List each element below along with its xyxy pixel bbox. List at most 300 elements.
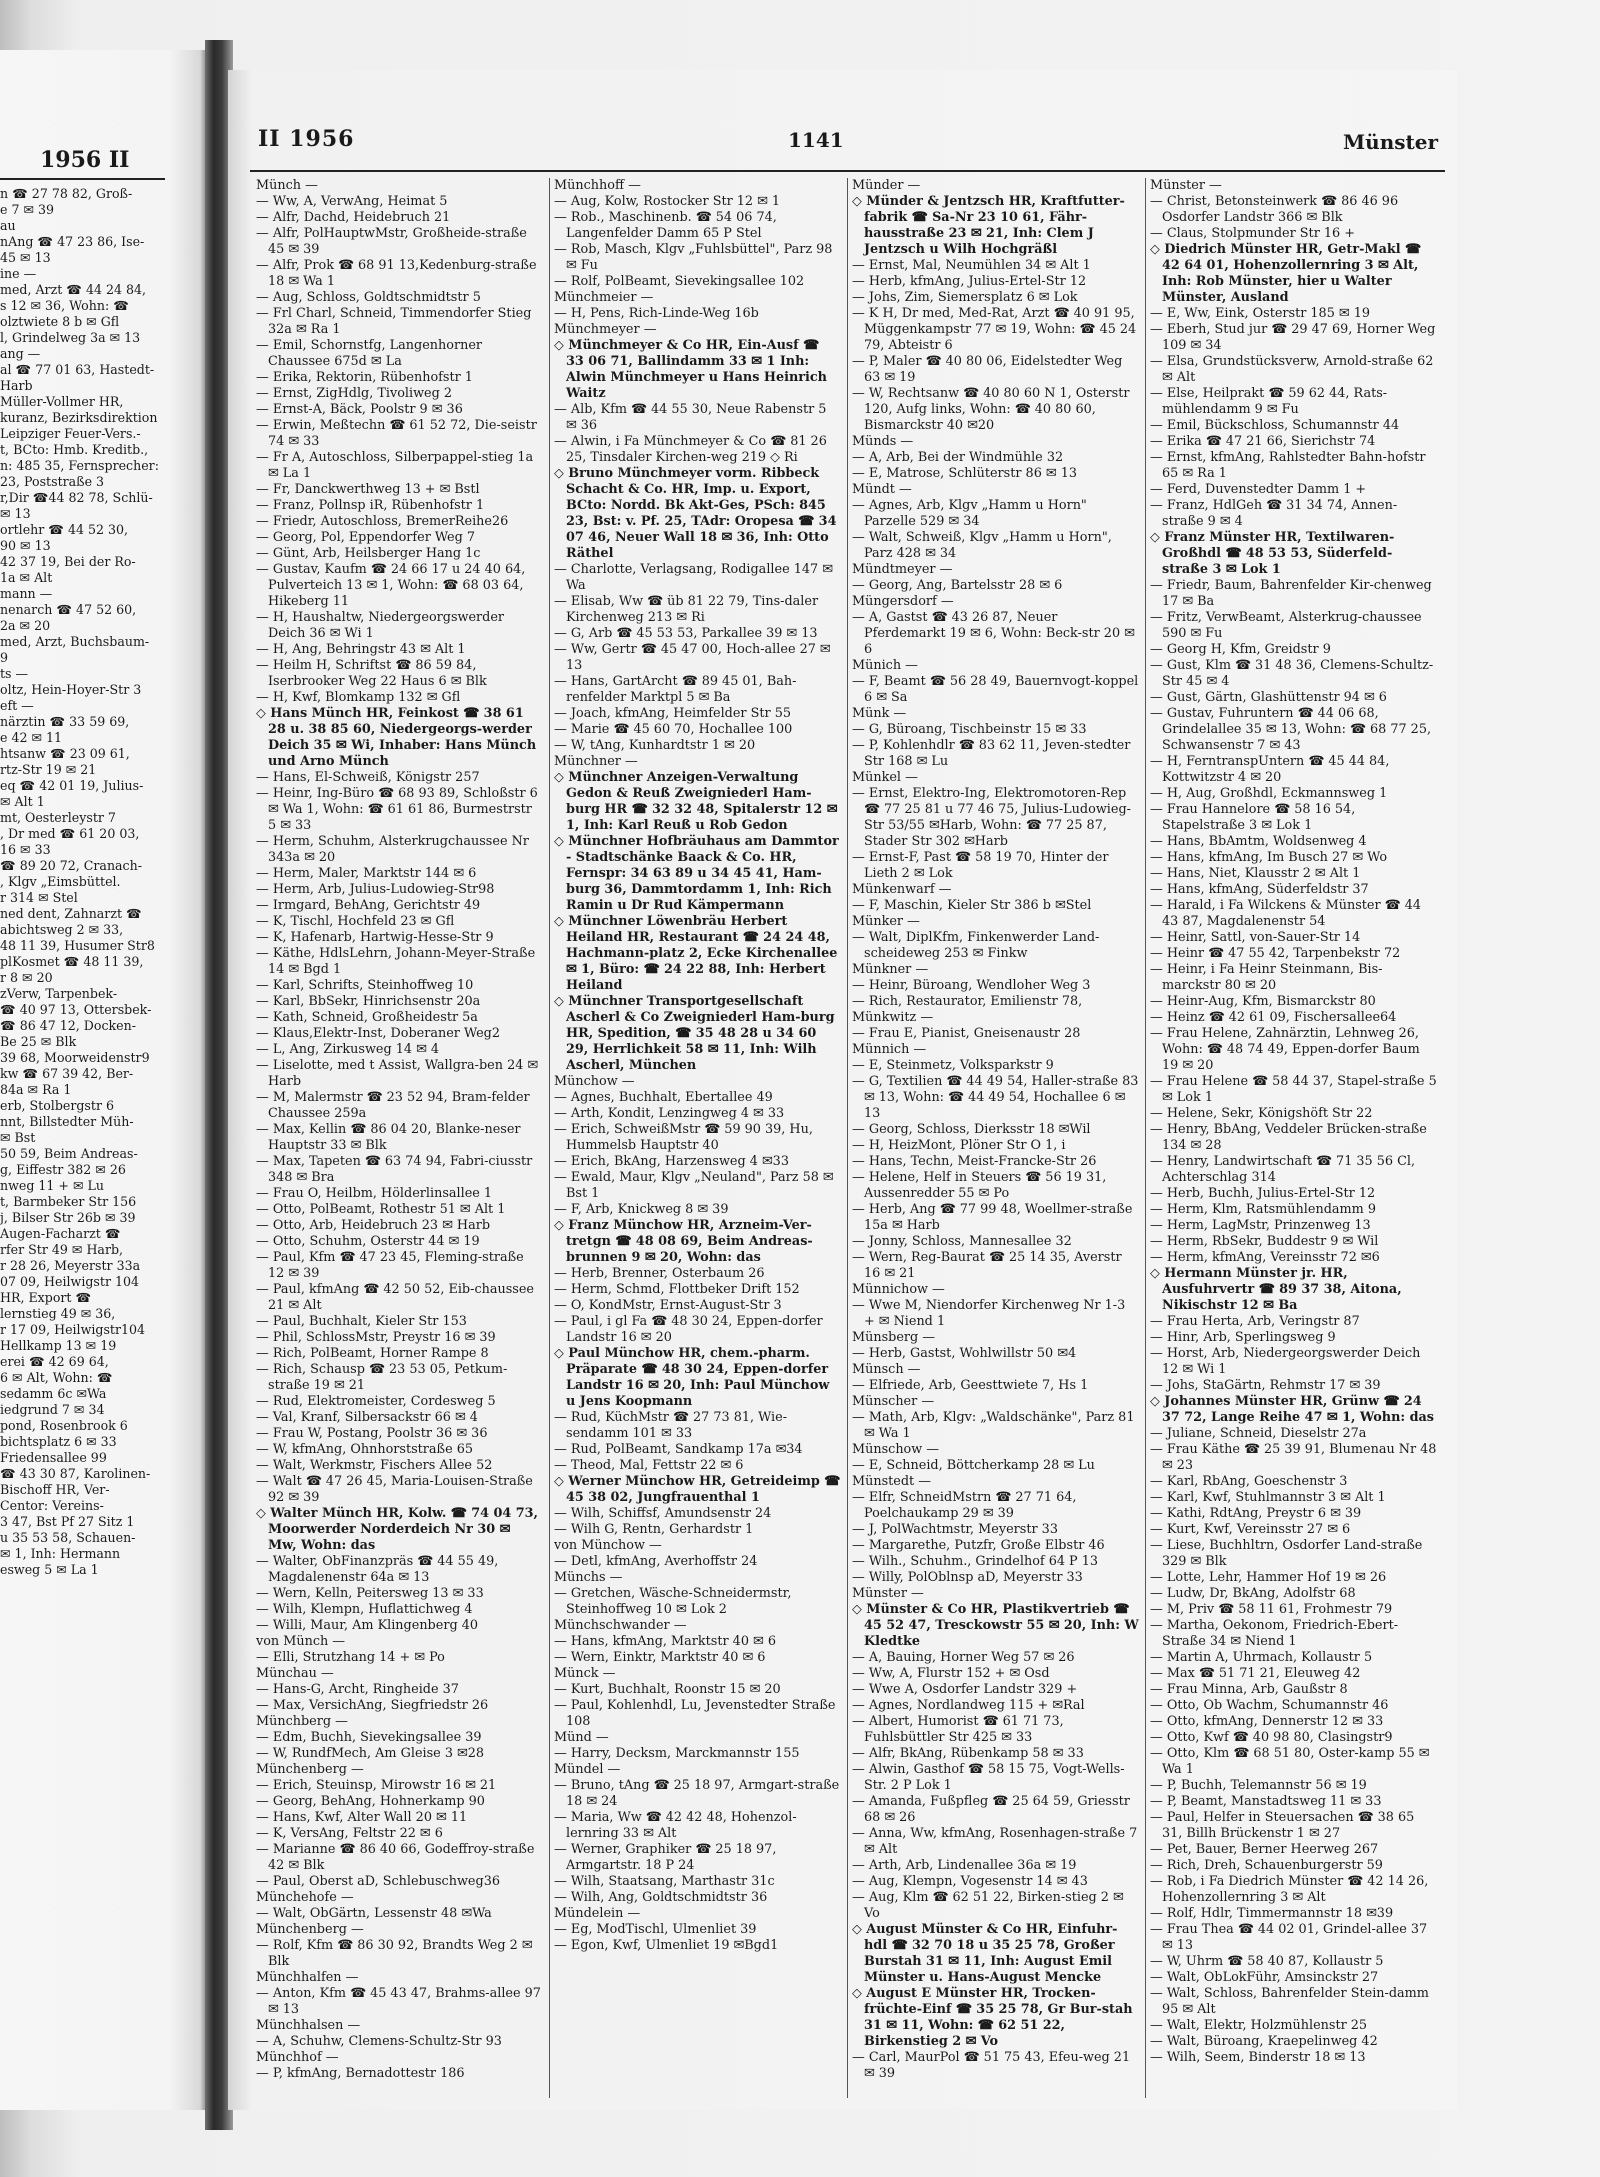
directory-entry: ◇ Münchner Hofbräuhaus am Dammtor - Stadtschänke Baack & Co. HR, Fernspr: 34 63 89 u 34 45 41, Ham-burg 36, Dammtordamm 1, Inh: Rich Ramin u Dr Rud Kämpermann <box>554 834 839 913</box>
directory-entry: — Erika, Rektorin, Rübenhofstr 1 <box>256 370 473 385</box>
directory-entry: — Martha, Oekonom, Friedrich-Ebert-Straße 34 ✉ Niend 1 <box>1150 1618 1399 1649</box>
directory-entry: — O, KondMstr, Ernst-August-Str 3 <box>554 1298 782 1313</box>
left-page-line: rfer Str 49 ✉ Harb, <box>0 1242 124 1257</box>
directory-entry: Münkwitz — <box>852 1010 934 1025</box>
directory-entry: Münk — <box>852 706 907 721</box>
directory-entry: — Eg, ModTischl, Ulmenliet 39 <box>554 1922 757 1937</box>
directory-entry: Münd — <box>554 1730 609 1745</box>
directory-entry: — Heinr ☎ 47 55 42, Tarpenbekstr 72 <box>1150 946 1401 961</box>
left-page-line: Leipziger Feuer-Vers.- <box>0 426 141 441</box>
directory-entry: — Herm, Maler, Marktstr 144 ✉ 6 <box>256 866 477 881</box>
left-page-line: r 314 ✉ Stel <box>0 890 78 905</box>
directory-entry: — Eberh, Stud jur ☎ 29 47 69, Horner Weg 109 ✉ 34 <box>1150 322 1436 353</box>
left-page-line: kuranz, Bezirksdirektion <box>0 410 158 425</box>
directory-entry: — Otto, Ob Wachm, Schumannstr 46 <box>1150 1698 1389 1713</box>
left-page-line: Augen-Facharzt ☎ <box>0 1226 121 1241</box>
directory-entry: Münchschwander — <box>554 1618 687 1633</box>
directory-entry: — Harald, i Fa Wilckens & Münster ☎ 44 43 87, Magdalenenstr 54 <box>1150 898 1421 929</box>
directory-entry: — Herm, kfmAng, Vereinsstr 72 ✉6 <box>1150 1250 1380 1265</box>
directory-entry: — Elisab, Ww ☎ üb 81 22 79, Tins-daler Kirchenweg 213 ✉ Ri <box>554 594 819 625</box>
directory-entry: — Max, Kellin ☎ 86 04 20, Blanke-neser Hauptstr 33 ✉ Blk <box>256 1122 521 1153</box>
left-page-line: j, Bilser Str 26b ✉ 39 <box>0 1210 136 1225</box>
directory-entry: — Helene, Helf in Steuers ☎ 56 19 31, Aussenredder 55 ✉ Po <box>852 1170 1107 1201</box>
directory-entry: — Max ☎ 51 71 21, Eleuweg 42 <box>1150 1666 1361 1681</box>
directory-entry: — Frau Hannelore ☎ 58 16 54, Stapelstraße 3 ✉ Lok 1 <box>1150 802 1356 833</box>
left-page-line: 16 ✉ 33 <box>0 842 51 857</box>
directory-entry: — Herb, Ang ☎ 77 99 48, Woellmer-straße 15a ✉ Harb <box>852 1202 1133 1233</box>
directory-entry: Münker — <box>852 914 920 929</box>
directory-entry: — Hans, Techn, Meist-Francke-Str 26 <box>852 1154 1097 1169</box>
left-page-line: 42 37 19, Bei der Ro- <box>0 554 136 569</box>
directory-entry: — Henry, BbAng, Veddeler Brücken-straße 134 ✉ 28 <box>1150 1122 1427 1153</box>
directory-entry: — Franz, Pollnsp iR, Rübenhofstr 1 <box>256 498 485 513</box>
directory-entry: — Harry, Decksm, Marckmannstr 155 <box>554 1746 800 1761</box>
directory-entry: — Herm, LagMstr, Prinzenweg 13 <box>1150 1218 1371 1233</box>
directory-entry: — Rud, KüchMstr ☎ 27 73 81, Wie-sendamm 101 ✉ 33 <box>554 1410 788 1441</box>
directory-entry: — Herm, Klm, Ratsmühlendamm 9 <box>1150 1202 1377 1217</box>
directory-entry: — Aug, Klm ☎ 62 51 22, Birken-stieg 2 ✉ Vo <box>852 1890 1124 1921</box>
left-page-line: kw ☎ 67 39 42, Ber- <box>0 1066 134 1081</box>
left-page-line: ☎ 89 20 72, Cranach- <box>0 858 142 873</box>
directory-entry: — Erika ☎ 47 21 66, Sierichstr 74 <box>1150 434 1376 449</box>
left-page-line: Bischoff HR, Ver- <box>0 1482 110 1497</box>
left-page-line: nweg 11 + ✉ Lu <box>0 1178 105 1193</box>
directory-entry: — Rud, Elektromeister, Cordesweg 5 <box>256 1394 496 1409</box>
directory-entry: — Emil, Bückschloss, Schumannstr 44 <box>1150 418 1400 433</box>
left-page-line: 07 09, Heilwigstr 104 <box>0 1274 140 1289</box>
directory-entry: — Martin A, Uhrmach, Kollaustr 5 <box>1150 1650 1373 1665</box>
left-page-line: ortlehr ☎ 44 52 30, <box>0 522 129 537</box>
directory-entry: — Friedr, Baum, Bahrenfelder Kir-chenweg 17 ✉ Ba <box>1150 578 1432 609</box>
left-page-line: mann — <box>0 586 53 601</box>
directory-entry: — Hans, Niet, Klausstr 2 ✉ Alt 1 <box>1150 866 1361 881</box>
directory-entry: — P, Maler ☎ 40 80 06, Eidelstedter Weg 63 ✉ 19 <box>852 354 1123 385</box>
directory-entry: — Ewald, Maur, Klgv „Neuland", Parz 58 ✉ Bst 1 <box>554 1170 834 1201</box>
left-page-line: 39 68, Moorweidenstr9 <box>0 1050 150 1065</box>
directory-entry: ◇ Johannes Münster HR, Grünw ☎ 24 37 72, Lange Reihe 47 ✉ 1, Wohn: das <box>1150 1394 1435 1425</box>
directory-entry: — Elli, Strutzhang 14 + ✉ Po <box>256 1650 445 1665</box>
left-page-line: 90 ✉ 13 <box>0 538 51 553</box>
directory-entry: — H, HeizMont, Plöner Str O 1, i <box>852 1138 1066 1153</box>
left-page-line: 45 ✉ 13 <box>0 250 51 265</box>
directory-entry: — P, Beamt, Manstadtsweg 11 ✉ 33 <box>1150 1794 1382 1809</box>
directory-entry: — Maria, Ww ☎ 42 42 48, Hohenzol-lernring 33 ✉ Alt <box>554 1810 797 1841</box>
directory-entry: — Joach, kfmAng, Heimfelder Str 55 <box>554 706 791 721</box>
directory-entry: — Herb, Brenner, Osterbaum 26 <box>554 1266 765 1281</box>
directory-entry: — Heinz ☎ 42 61 09, Fischersallee64 <box>1150 1010 1397 1025</box>
directory-entry: — Ernst, kfmAng, Rahlstedter Bahn-hofstr 65 ✉ Ra 1 <box>1150 450 1426 481</box>
directory-entry: — Henry, Landwirtschaft ☎ 71 35 56 Cl, Achterschlag 314 <box>1150 1154 1416 1185</box>
left-page-line: ts — <box>0 666 29 681</box>
directory-entry: — Egon, Kwf, Ulmenliet 19 ✉Bgd1 <box>554 1938 779 1953</box>
directory-entry: — Gust, Klm ☎ 31 48 36, Clemens-Schultz-Str 45 ✉ 4 <box>1150 658 1434 689</box>
directory-entry: — Günt, Arb, Heilsberger Hang 1c <box>256 546 481 561</box>
directory-entry: — Juliane, Schneid, Dieselstr 27a <box>1150 1426 1367 1441</box>
left-page-line: s 12 ✉ 36, Wohn: ☎ <box>0 298 129 313</box>
directory-entry: — Helene, Sekr, Königshöft Str 22 <box>1150 1106 1373 1121</box>
directory-entry: — Aug, Kolw, Rostocker Str 12 ✉ 1 <box>554 194 781 209</box>
right-page <box>228 70 1458 2110</box>
directory-entry: Münchhalsen — <box>256 2018 361 2033</box>
left-page-line: ✉ Bst <box>0 1130 36 1145</box>
directory-entry: Münschow — <box>852 1442 940 1457</box>
directory-entry: — G, Büroang, Tischbeinstr 15 ✉ 33 <box>852 722 1087 737</box>
left-page-line: 23, Poststraße 3 <box>0 474 105 489</box>
left-page-line: Harb <box>0 378 33 393</box>
left-page-line: ☎ 43 30 87, Karolinen- <box>0 1466 151 1481</box>
directory-entry: — F, Maschin, Kieler Str 386 b ✉Stel <box>852 898 1092 913</box>
directory-entry: — Christ, Betonsteinwerk ☎ 86 46 96 Osdorfer Landstr 366 ✉ Blk <box>1150 194 1399 225</box>
directory-entry: — Georg H, Kfm, Greidstr 9 <box>1150 642 1331 657</box>
directory-entry: — H, FerntranspUntern ☎ 45 44 84, Kottwitzstr 4 ✉ 20 <box>1150 754 1390 785</box>
directory-entry: — Walt, Elektr, Holzmühlenstr 25 <box>1150 2018 1368 2033</box>
directory-entry: Münsberg — <box>852 1330 936 1345</box>
directory-entry: — Walt, Schweiß, Klgv „Hamm u Horn", Parz 428 ✉ 34 <box>852 530 1112 561</box>
directory-entry: — Karl, BbSekr, Hinrichsenstr 20a <box>256 994 481 1009</box>
directory-entry: — Anton, Kfm ☎ 45 43 47, Brahms-allee 97 ✉ 13 <box>256 1986 541 2017</box>
directory-entry: — Walt, ObLokFühr, Amsinckstr 27 <box>1150 1970 1379 1985</box>
directory-entry: Münchenberg — <box>256 1762 364 1777</box>
directory-entry: — Ludw, Dr, BkAng, Adolfstr 68 <box>1150 1586 1356 1601</box>
directory-entry: — Georg, Pol, Eppendorfer Weg 7 <box>256 530 475 545</box>
directory-entry: — Detl, kfmAng, Averhoffstr 24 <box>554 1554 758 1569</box>
left-page-line: 84a ✉ Ra 1 <box>0 1082 72 1097</box>
left-page-line: ☎ 86 47 12, Docken- <box>0 1018 136 1033</box>
left-page-line: u 35 53 58, Schauen- <box>0 1530 136 1545</box>
directory-entry: Münds — <box>852 434 914 449</box>
directory-entry: — Hinr, Arb, Sperlingsweg 9 <box>1150 1330 1336 1345</box>
left-page-line: 48 11 39, Husumer Str8 <box>0 938 155 953</box>
left-page-line: 50 59, Beim Andreas- <box>0 1146 138 1161</box>
directory-entry: Münster — <box>1150 178 1222 193</box>
directory-entry: — A, Schuhw, Clemens-Schultz-Str 93 <box>256 2034 502 2049</box>
directory-entry: — Aug, Schloss, Goldtschmidtstr 5 <box>256 290 481 305</box>
directory-entry: — Walt, ObGärtn, Lessenstr 48 ✉Wa <box>256 1906 492 1921</box>
directory-entry: Münkel — <box>852 770 918 785</box>
directory-entry: Münstedt — <box>852 1474 932 1489</box>
directory-entry: — Hans, BbAmtm, Woldsenweg 4 <box>1150 834 1367 849</box>
directory-entry: Münch — <box>256 178 318 193</box>
directory-entry: — Kathi, RdtAng, Preystr 6 ✉ 39 <box>1150 1506 1362 1521</box>
directory-columns <box>252 178 1447 2098</box>
directory-entry: — Rolf, Hdlr, Timmermannstr 18 ✉39 <box>1150 1906 1394 1921</box>
directory-entry: — P, kfmAng, Bernadottestr 186 <box>256 2066 465 2081</box>
directory-entry: — W, RundfMech, Am Gleise 3 ✉28 <box>256 1746 485 1761</box>
header-rule <box>250 170 1445 172</box>
directory-entry: — G, Textilien ☎ 44 49 54, Haller-straße 83 ✉ 13, Wohn: ☎ 44 49 54, Hochallee 6 ✉ 13 <box>852 1074 1139 1121</box>
directory-entry: Münster — <box>852 1586 924 1601</box>
directory-entry: — J, PolWachtmstr, Meyerstr 33 <box>852 1522 1058 1537</box>
directory-entry: — Frau Helene ☎ 58 44 37, Stapel-straße 5 ✉ Lok 1 <box>1150 1074 1437 1105</box>
directory-entry: ◇ Werner Münchow HR, Getreideimp ☎ 45 38 02, Jungfrauenthal 1 <box>554 1474 841 1505</box>
left-page-line: Hellkamp 13 ✉ 19 <box>0 1338 117 1353</box>
directory-entry: — Emil, Schornstfg, Langenhorner Chaussee 675d ✉ La <box>256 338 483 369</box>
directory-entry: Münnichow — <box>852 1282 945 1297</box>
directory-entry: — Amanda, Fußpfleg ☎ 25 64 59, Griesstr 68 ✉ 26 <box>852 1794 1130 1825</box>
directory-entry: — Ernst, Mal, Neumühlen 34 ✉ Alt 1 <box>852 258 1091 273</box>
left-page-line: r 17 09, Heilwigstr104 <box>0 1322 146 1337</box>
left-page-line: l, Grindelweg 3a ✉ 13 <box>0 330 141 345</box>
left-page-line: lernstieg 49 ✉ 36, <box>0 1306 116 1321</box>
directory-entry: — K, Tischl, Hochfeld 23 ✉ Gfl <box>256 914 455 929</box>
directory-entry: — Rich, Schausp ☎ 23 53 05, Petkum-straße 19 ✉ 21 <box>256 1362 508 1393</box>
directory-entry: — Rud, PolBeamt, Sandkamp 17a ✉34 <box>554 1442 803 1457</box>
left-page-line: t, BCto: Hmb. Kreditb., <box>0 442 149 457</box>
directory-entry: ◇ Paul Münchow HR, chem.-pharm. Präparate ☎ 48 30 24, Eppen-dorfer Landstr 16 ✉ 20, Inh: Paul Münchow u Jens Koopmann <box>554 1346 830 1409</box>
directory-entry: — Ww, A, Flurstr 152 + ✉ Osd <box>852 1666 1050 1681</box>
directory-entry: — Otto, Schuhm, Osterstr 44 ✉ 19 <box>256 1234 480 1249</box>
directory-entry: Münchmeier — <box>554 290 654 305</box>
directory-entry: — H, Kwf, Blomkamp 132 ✉ Gfl <box>256 690 461 705</box>
directory-entry: — Käthe, HdlsLehrn, Johann-Meyer-Straße 14 ✉ Bgd 1 <box>256 946 536 977</box>
directory-entry: — Herb, kfmAng, Julius-Ertel-Str 12 <box>852 274 1087 289</box>
directory-entry: Münchau — <box>256 1666 334 1681</box>
left-page-line: sedamm 6c ✉Wa <box>0 1386 107 1401</box>
directory-entry: — Kurt, Buchhalt, Roonstr 15 ✉ 20 <box>554 1682 781 1697</box>
directory-entry: — Bruno, tAng ☎ 25 18 97, Armgart-straße 18 ✉ 24 <box>554 1778 840 1809</box>
directory-entry: — Alfr, BkAng, Rübenkamp 58 ✉ 33 <box>852 1746 1084 1761</box>
directory-entry: — Paul, i gl Fa ☎ 48 30 24, Eppen-dorfer Landstr 16 ✉ 20 <box>554 1314 823 1345</box>
directory-column-4 <box>1146 178 1444 2098</box>
directory-entry: — Frau Käthe ☎ 25 39 91, Blumenau Nr 48 ✉ 23 <box>1150 1442 1437 1473</box>
directory-entry: — Ww, Gertr ☎ 45 47 00, Hoch-allee 27 ✉ 13 <box>554 642 831 673</box>
directory-entry: — Herm, Arb, Julius-Ludowieg-Str98 <box>256 882 495 897</box>
directory-entry: — Agnes, Buchhalt, Ebertallee 49 <box>554 1090 773 1105</box>
directory-entry: ◇ Münchner Löwenbräu Herbert Heiland HR, Restaurant ☎ 24 24 48, Hachmann-platz 2, Ecke Kirchenallee ✉ 1, Büro: ☎ 24 22 88, Inh: Herbert Heiland <box>554 914 838 993</box>
left-page <box>0 50 205 2110</box>
directory-entry: ◇ Hans Münch HR, Feinkost ☎ 38 61 28 u. 38 85 60, Niedergeorgs-werder Deich 35 ✉ Wi, Inhaber: Hans Münch und Arno Münch <box>256 706 537 769</box>
directory-entry: Münich — <box>852 658 918 673</box>
directory-entry: ◇ Diedrich Münster HR, Getr-Makl ☎ 42 64 01, Hohenzollernring 3 ✉ Alt, Inh: Rob Münster, hier u Walter Münster, Ausland <box>1150 242 1421 305</box>
directory-entry: — Herm, Schmd, Flottbeker Drift 152 <box>554 1282 800 1297</box>
left-page-line: al ☎ 77 01 63, Hastedt- <box>0 362 155 377</box>
directory-entry: Münchhalfen — <box>256 1970 359 1985</box>
directory-entry: — Frau E, Pianist, Gneisenaustr 28 <box>852 1026 1081 1041</box>
directory-entry: — Klaus,Elektr-Inst, Doberaner Weg2 <box>256 1026 501 1041</box>
directory-entry: — Rolf, Kfm ☎ 86 30 92, Brandts Weg 2 ✉ Blk <box>256 1938 533 1969</box>
directory-entry: Münchehofe — <box>256 1890 354 1905</box>
directory-entry: — L, Ang, Zirkusweg 14 ✉ 4 <box>256 1042 440 1057</box>
directory-entry: — Gustav, Fuhruntern ☎ 44 06 68, Grindelallee 35 ✉ 13, Wohn: ☎ 68 77 25, Schwansenstr 7 ✉ 43 <box>1150 706 1432 753</box>
left-page-line: ine — <box>0 266 37 281</box>
directory-entry: — Paul, kfmAng ☎ 42 50 52, Eib-chaussee 21 ✉ Alt <box>256 1282 535 1313</box>
directory-column-1 <box>252 178 550 2098</box>
directory-entry: — Lotte, Lehr, Hammer Hof 19 ✉ 26 <box>1150 1570 1387 1585</box>
directory-entry: — Liselotte, med t Assist, Wallgra-ben 24 ✉ Harb <box>256 1058 539 1089</box>
left-page-line: n ☎ 27 78 82, Groß- <box>0 186 133 201</box>
left-page-line: nAng ☎ 47 23 86, Ise- <box>0 234 145 249</box>
directory-entry: Münchenberg — <box>256 1922 364 1937</box>
directory-entry: — Werner, Graphiker ☎ 25 18 97, Armgartstr. 18 P 24 <box>554 1842 777 1873</box>
left-page-line: r,Dir ☎44 82 78, Schlü- <box>0 490 153 505</box>
directory-entry: — P, Buchh, Telemannstr 56 ✉ 19 <box>1150 1778 1367 1793</box>
left-page-line: g, Eiffestr 382 ✉ 26 <box>0 1162 126 1177</box>
directory-entry: — Fr, Danckwerthweg 13 + ✉ Bstl <box>256 482 480 497</box>
directory-entry: — H, Haushaltw, Niedergeorgswerder Deich 36 ✉ Wi 1 <box>256 610 505 641</box>
left-page-line: med, Arzt, Buchsbaum- <box>0 634 150 649</box>
left-page-line: bichtsplatz 6 ✉ 33 <box>0 1434 117 1449</box>
left-page-line: ✉ 1, Inh: Hermann <box>0 1546 121 1561</box>
directory-entry: — Walt, Schloss, Bahrenfelder Stein-damm 95 ✉ Alt <box>1150 1986 1429 2017</box>
directory-entry: — Johs, StaGärtn, Rehmstr 17 ✉ 39 <box>1150 1378 1381 1393</box>
directory-entry: — Kurt, Kwf, Vereinsstr 27 ✉ 6 <box>1150 1522 1351 1537</box>
directory-entry: — Karl, Kwf, Stuhlmannstr 3 ✉ Alt 1 <box>1150 1490 1386 1505</box>
directory-entry: Mündelein — <box>554 1906 641 1921</box>
directory-entry: — Franz, HdlGeh ☎ 31 34 74, Annen-straße 9 ✉ 4 <box>1150 498 1398 529</box>
directory-entry: — Gretchen, Wäsche-Schneidermstr, Steinhoffweg 10 ✉ Lok 2 <box>554 1586 792 1617</box>
directory-entry: — K, VersAng, Feltstr 22 ✉ 6 <box>256 1826 443 1841</box>
directory-entry: — Frau Helene, Zahnärztin, Lehnweg 26, Wohn: ☎ 48 74 49, Eppen-dorfer Baum 19 ✉ 20 <box>1150 1026 1420 1073</box>
directory-entry: — Marianne ☎ 86 40 66, Godeffroy-straße 42 ✉ Blk <box>256 1842 535 1873</box>
directory-entry: — Carl, MaurPol ☎ 51 75 43, Efeu-weg 21 ✉ 39 <box>852 2050 1131 2081</box>
directory-entry: — Rob, i Fa Diedrich Münster ☎ 42 14 26, Hohenzollernring 3 ✉ Alt <box>1150 1874 1429 1905</box>
left-page-line: au <box>0 218 16 233</box>
directory-entry: — Gust, Gärtn, Glashüttenstr 94 ✉ 6 <box>1150 690 1387 705</box>
directory-entry: — Heinr, i Fa Heinr Steinmann, Bis-marckstr 80 ✉ 20 <box>1150 962 1383 993</box>
left-page-line: pond, Rosenbrook 6 <box>0 1418 128 1433</box>
left-page-line: eft — <box>0 698 34 713</box>
directory-entry: — Anna, Ww, kfmAng, Rosenhagen-straße 7 ✉ Alt <box>852 1826 1138 1857</box>
directory-entry: Mündtmeyer — <box>852 562 953 577</box>
directory-entry: — Johs, Zim, Siemersplatz 6 ✉ Lok <box>852 290 1078 305</box>
directory-entry: ◇ Franz Münchow HR, Arzneim-Ver-tretgn ☎ 48 08 69, Beim Andreas-brunnen 9 ✉ 20, Wohn: das <box>554 1218 813 1265</box>
directory-entry: Münscher — <box>852 1394 935 1409</box>
directory-entry: Münnich — <box>852 1042 927 1057</box>
directory-entry: — Ernst, Elektro-Ing, Elektromotoren-Rep ☎ 77 25 81 u 77 46 75, Julius-Ludowieg-Str 53/55 ✉Harb, Wohn: ☎ 77 25 87, Stader Str 302 ✉Harb <box>852 786 1131 849</box>
directory-entry: — Willy, PolOblnsp aD, Meyerstr 33 <box>852 1570 1083 1585</box>
directory-entry: — Gustav, Kaufm ☎ 24 66 17 u 24 40 64, Pulverteich 13 ✉ 1, Wohn: ☎ 68 03 64, Hikeberg 11 <box>256 562 526 609</box>
directory-entry: — Hans, El-Schweiß, Königstr 257 <box>256 770 480 785</box>
directory-entry: — Wern, Einktr, Marktstr 40 ✉ 6 <box>554 1650 766 1665</box>
directory-entry: — Max, VersichAng, Siegfriedstr 26 <box>256 1698 489 1713</box>
directory-entry: — Heinr, Ing-Büro ☎ 68 93 89, Schloßstr 6 ✉ Wa 1, Wohn: ☎ 61 61 86, Burmestrstr 5 ✉ 33 <box>256 786 538 833</box>
directory-entry: — Fritz, VerwBeamt, Alsterkrug-chaussee 590 ✉ Fu <box>1150 610 1422 641</box>
directory-entry: ◇ Franz Münster HR, Textilwaren-Großhdl ☎ 48 53 53, Süderfeld-straße 3 ✉ Lok 1 <box>1150 530 1395 577</box>
directory-entry: — Marie ☎ 45 60 70, Hochallee 100 <box>554 722 793 737</box>
directory-entry: — Ww, A, VerwAng, Heimat 5 <box>256 194 448 209</box>
directory-entry: — E, Steinmetz, Volksparkstr 9 <box>852 1058 1054 1073</box>
left-page-line: , Klgv „Eimsbüttel. <box>0 874 121 889</box>
left-page-line: r 28 26, Meyerstr 33a <box>0 1258 141 1273</box>
directory-entry: — P, Kohlenhdlr ☎ 83 62 11, Jeven-stedter Str 168 ✉ Lu <box>852 738 1131 769</box>
directory-entry: — Agnes, Nordlandweg 115 + ✉Ral <box>852 1698 1085 1713</box>
left-page-line: iedgrund 7 ✉ 34 <box>0 1402 105 1417</box>
directory-entry: — Frl Charl, Schneid, Timmendorfer Stieg 32a ✉ Ra 1 <box>256 306 532 337</box>
directory-entry: — Rich, Dreh, Schauenburgerstr 59 <box>1150 1858 1383 1873</box>
left-page-line: ang — <box>0 346 41 361</box>
directory-entry: — Ernst, ZigHdlg, Tivoliweg 2 <box>256 386 453 401</box>
directory-entry: — Karl, RbAng, Goeschenstr 3 <box>1150 1474 1348 1489</box>
directory-entry: — Else, Heilprakt ☎ 59 62 44, Rats-mühlendamm 9 ✉ Fu <box>1150 386 1388 417</box>
left-page-line: oltz, Hein-Hoyer-Str 3 <box>0 682 142 697</box>
directory-entry: ◇ Walter Münch HR, Kolw. ☎ 74 04 73, Moorwerder Norderdeich Nr 30 ✉ Mw, Wohn: das <box>256 1506 538 1553</box>
directory-entry: — Liese, Buchhltrn, Osdorfer Land-straße 329 ✉ Blk <box>1150 1538 1423 1569</box>
directory-entry: — Edm, Buchh, Sievekingsallee 39 <box>256 1730 482 1745</box>
directory-entry: ◇ Münder & Jentzsch HR, Kraftfutter-fabrik ☎ Sa-Nr 23 10 61, Fähr-hausstraße 23 ✉ 21, Inh: Clem J Jentzsch u Wilh Hochgräßl <box>852 194 1125 257</box>
directory-entry: — Alwin, i Fa Münchmeyer & Co ☎ 81 26 25, Tinsdaler Kirchen-weg 219 ◇ Ri <box>554 434 827 465</box>
directory-entry: — Val, Kranf, Silbersackstr 66 ✉ 4 <box>256 1410 478 1425</box>
directory-entry: — Walt, Büroang, Kraepelinweg 42 <box>1150 2034 1378 2049</box>
directory-entry: — Wern, Kelln, Peitersweg 13 ✉ 33 <box>256 1586 484 1601</box>
directory-entry: — Hans, kfmAng, Süderfeldstr 37 <box>1150 882 1369 897</box>
directory-entry: — Hans-G, Archt, Ringheide 37 <box>256 1682 459 1697</box>
left-page-header: 1956 II <box>40 147 130 173</box>
directory-entry: — Wilh, Klempn, Huflattichweg 4 <box>256 1602 473 1617</box>
directory-entry: — Rob, Masch, Klgv „Fuhlsbüttel", Parz 98 ✉ Fu <box>554 242 833 273</box>
directory-entry: — Jonny, Schloss, Mannesallee 32 <box>852 1234 1072 1249</box>
directory-entry: — G, Arb ☎ 45 53 53, Parkallee 39 ✉ 13 <box>554 626 818 641</box>
left-page-line: plKosmet ☎ 48 11 39, <box>0 954 144 969</box>
left-page-line: erb, Stolbergstr 6 <box>0 1098 114 1113</box>
directory-entry: — Theod, Mal, Fettstr 22 ✉ 6 <box>554 1458 744 1473</box>
directory-entry: — Alfr, PolHauptwMstr, Großheide-straße 45 ✉ 39 <box>256 226 527 257</box>
directory-entry: ◇ Münchner Anzeigen-Verwaltung Gedon & Reuß Zweigniederl Ham-burg HR ☎ 32 32 48, Spitalerstr 12 ✉ 1, Inh: Karl Reuß u Rob Gedon <box>554 770 838 833</box>
directory-entry: ◇ Bruno Münchmeyer vorm. Ribbeck Schacht & Co. HR, Imp. u. Export, BCto: Nordd. Bk Akt-Ges, PSch: 845 23, Bst: v. Pf. 25, TAdr: Oropesa ☎ 34 07 46, Neuer Wall 18 ✉ 36, Inh: Otto Räthel <box>554 466 837 561</box>
directory-entry: — Alwin, Gasthof ☎ 58 15 75, Vogt-Wells-Str. 2 P Lok 1 <box>852 1762 1125 1793</box>
left-page-line: Friedensallee 99 <box>0 1450 107 1465</box>
directory-entry: — Rich, PolBeamt, Horner Rampe 8 <box>256 1346 489 1361</box>
directory-entry: — F, Arb, Knickweg 8 ✉ 39 <box>554 1202 729 1217</box>
directory-entry: — Pet, Bauer, Berner Heerweg 267 <box>1150 1842 1379 1857</box>
directory-entry: — A, Arb, Bei der Windmühle 32 <box>852 450 1064 465</box>
directory-entry: — Erich, BkAng, Harzensweg 4 ✉33 <box>554 1154 789 1169</box>
directory-entry: — Walt, Werkmstr, Fischers Allee 52 <box>256 1458 493 1473</box>
directory-entry: Münchberg — <box>256 1714 348 1729</box>
directory-entry: — Rich, Restaurator, Emilienstr 78, <box>852 994 1083 1009</box>
directory-entry: — Fr A, Autoschloss, Silberpappel-stieg 1a ✉ La 1 <box>256 450 534 481</box>
directory-entry: — Agnes, Arb, Klgv „Hamm u Horn" Parzelle 529 ✉ 34 <box>852 498 1087 529</box>
directory-entry: — Alfr, Prok ☎ 68 91 13,Kedenburg-straße 18 ✉ Wa 1 <box>256 258 537 289</box>
left-page-column <box>0 186 180 1578</box>
directory-entry: — Wilh, Schiffsf, Amundsenstr 24 <box>554 1506 772 1521</box>
edition-label: II 1956 <box>258 126 355 152</box>
directory-entry: — Georg, Ang, Bartelsstr 28 ✉ 6 <box>852 578 1063 593</box>
directory-entry: — Hans, GartArcht ☎ 89 45 01, Bah-renfelder Marktpl 5 ✉ Ba <box>554 674 797 705</box>
directory-entry: — Walter, ObFinanzpräs ☎ 44 55 49, Magdalenenstr 64a ✉ 13 <box>256 1554 499 1585</box>
directory-entry: ◇ August Münster & Co HR, Einfuhr-hdl ☎ 32 70 18 u 35 25 78, Großer Burstah 31 ✉ 11, Inh: August Emil Münster u. Hans-August Mencke <box>852 1922 1118 1985</box>
directory-entry: — Paul, Kfm ☎ 47 23 45, Fleming-straße 12 ✉ 39 <box>256 1250 524 1281</box>
directory-entry: — H, Pens, Rich-Linde-Weg 16b <box>554 306 759 321</box>
directory-entry: — A, Gastst ☎ 43 26 87, Neuer Pferdemarkt 19 ✉ 6, Wohn: Beck-str 20 ✉ 6 <box>852 610 1135 657</box>
directory-entry: Müngersdorf — <box>852 594 954 609</box>
directory-entry: ◇ August E Münster HR, Trocken-früchte-Einf ☎ 35 25 78, Gr Bur-stah 31 ✉ 11, Wohn: ☎ 62 51 22, Birkenstieg 2 ✉ Vo <box>852 1986 1133 2049</box>
directory-entry: — M, Malermstr ☎ 23 52 94, Bram-felder Chaussee 259a <box>256 1090 530 1121</box>
directory-entry: — Heilm H, Schriftst ☎ 86 59 84, Iserbrooker Weg 22 Haus 6 ✉ Blk <box>256 658 487 689</box>
directory-entry: — Walt ☎ 47 26 45, Maria-Louisen-Straße 92 ✉ 39 <box>256 1474 533 1505</box>
directory-entry: — H, Aug, Großhdl, Eckmannsweg 1 <box>1150 786 1388 801</box>
directory-entry: — Albert, Humorist ☎ 61 71 73, Fuhlsbüttler Str 425 ✉ 33 <box>852 1714 1064 1745</box>
directory-entry: — Paul, Buchhalt, Kieler Str 153 <box>256 1314 467 1329</box>
directory-entry: — Erich, Steuinsp, Mirowstr 16 ✉ 21 <box>256 1778 497 1793</box>
left-page-line: , Dr med ☎ 61 20 03, <box>0 826 140 841</box>
directory-entry: — K H, Dr med, Med-Rat, Arzt ☎ 40 91 95, Müggenkampstr 77 ✉ 19, Wohn: ☎ 45 24 79, Abteistr 6 <box>852 306 1137 353</box>
directory-entry: — Herb, Gastst, Wohlwillstr 50 ✉4 <box>852 1346 1077 1361</box>
directory-entry: — Wilh, Ang, Goldtschmidtstr 36 <box>554 1890 768 1905</box>
directory-entry: Münchow — <box>554 1074 635 1089</box>
directory-entry: — Rolf, PolBeamt, Sievekingsallee 102 <box>554 274 805 289</box>
directory-entry: — Heinr-Aug, Kfm, Bismarckstr 80 <box>1150 994 1376 1009</box>
directory-entry: — Alb, Kfm ☎ 44 55 30, Neue Rabenstr 5 ✉ 36 <box>554 402 827 433</box>
directory-entry: von Münchow — <box>554 1538 662 1553</box>
directory-entry: — Wern, Reg-Baurat ☎ 25 14 35, Averstr 16 ✉ 21 <box>852 1250 1122 1281</box>
left-header-rule <box>0 178 165 180</box>
directory-entry: — Paul, Helfer in Steuersachen ☎ 38 65 31, Billh Brückenstr 1 ✉ 27 <box>1150 1810 1415 1841</box>
directory-entry: — Wwe A, Osdorfer Landstr 329 + <box>852 1682 1078 1697</box>
directory-entry: — H, Ang, Behringstr 43 ✉ Alt 1 <box>256 642 466 657</box>
directory-entry: — Frau Herta, Arb, Veringstr 87 <box>1150 1314 1360 1329</box>
directory-entry: — Erwin, Meßtechn ☎ 61 52 72, Die-seistr 74 ✉ 33 <box>256 418 537 449</box>
directory-entry: Münchhoff — <box>554 178 641 193</box>
